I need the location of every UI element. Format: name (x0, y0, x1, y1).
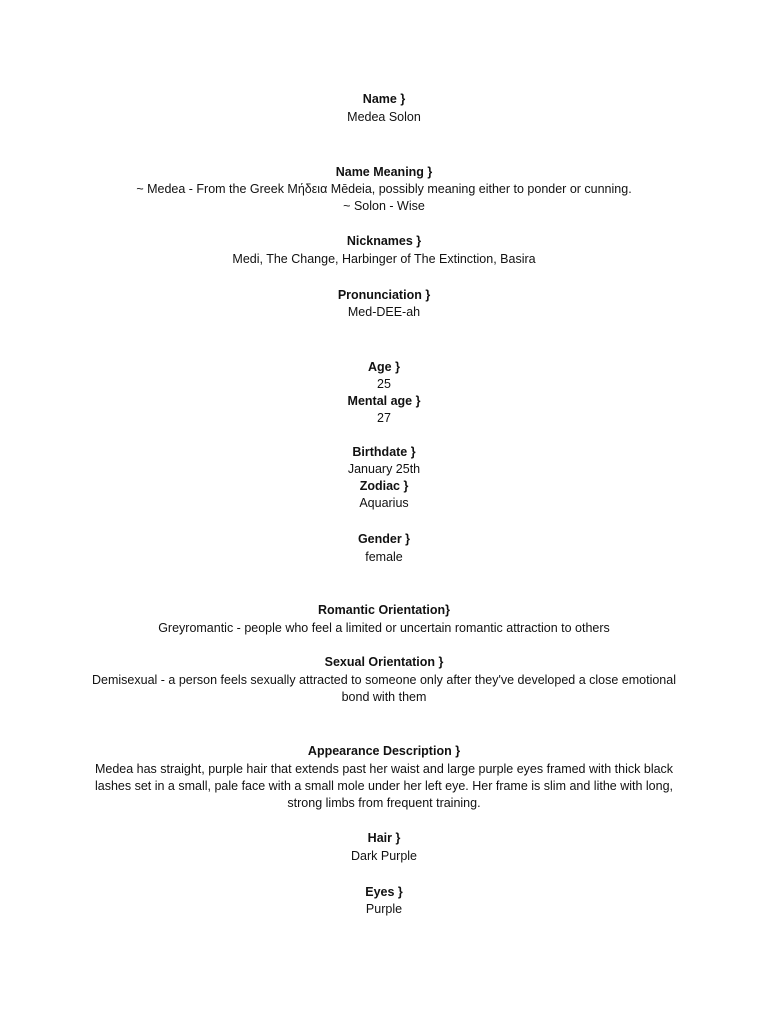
sexual-orientation-label: Sexual Orientation } (324, 655, 444, 669)
nicknames-label: Nicknames } (346, 234, 422, 248)
pronunciation-label: Pronunciation } (337, 288, 431, 302)
appearance-label: Appearance Description } (307, 744, 461, 758)
birthdate-label: Birthdate } (352, 445, 416, 459)
mental-age-label: Mental age } (347, 394, 421, 408)
nicknames-value: Medi, The Change, Harbinger of The Extinction, Basira (232, 252, 536, 266)
name-value: Medea Solon (347, 110, 421, 124)
hair-label: Hair } (367, 831, 401, 845)
mental-age-value: 27 (377, 411, 391, 425)
name-label: Name } (362, 92, 406, 106)
pronunciation-value: Med-DEE-ah (347, 305, 421, 319)
name-meaning-line-1: ~ Medea - From the Greek Μήδεια Mēdeia, possibly meaning either to ponder or cunning. (136, 182, 632, 196)
appearance-line-3: strong limbs from frequent training. (287, 796, 481, 810)
appearance-line-1: Medea has straight, purple hair that extends past her waist and large purple eyes framed with thick black (94, 762, 674, 776)
birthdate-value: January 25th (347, 462, 421, 476)
eyes-value: Purple (365, 902, 403, 916)
romantic-orientation-label: Romantic Orientation} (318, 603, 450, 617)
age-value: 25 (377, 377, 391, 391)
gender-label: Gender } (357, 532, 411, 546)
zodiac-value: Aquarius (359, 496, 409, 510)
appearance-line-2: lashes set in a small, pale face with a small mole under her left eye. Her frame is slim and lithe with long, (94, 779, 674, 793)
name-meaning-label: Name Meaning } (335, 165, 433, 179)
romantic-orientation-value: Greyromantic - people who feel a limited or uncertain romantic attraction to others (158, 621, 610, 635)
age-label: Age } (368, 360, 400, 374)
zodiac-label: Zodiac } (359, 479, 409, 493)
sexual-orientation-line-2: bond with them (341, 690, 427, 704)
sexual-orientation-line-1: Demisexual - a person feels sexually attracted to someone only after they've developed a close emotional (92, 673, 676, 687)
name-meaning-line-2: ~ Solon - Wise (343, 199, 425, 213)
gender-value: female (365, 550, 403, 564)
hair-value: Dark Purple (351, 849, 417, 863)
eyes-label: Eyes } (365, 885, 403, 899)
